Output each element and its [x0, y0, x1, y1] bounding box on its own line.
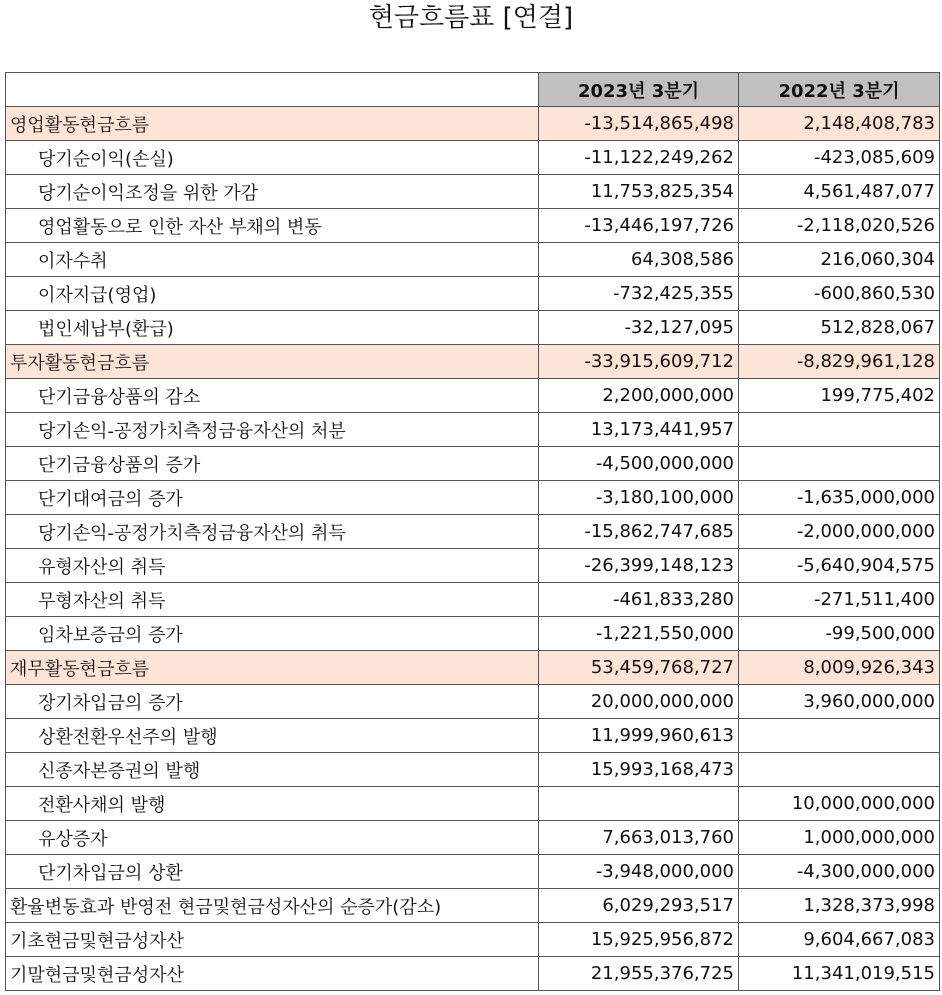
cash-flow-table: [5, 72, 940, 991]
value-2023-q3: -33,915,609,712: [539, 345, 739, 379]
value-2023-q3: -11,122,249,262: [539, 141, 739, 175]
row-label: 단기금융상품의 증가: [6, 447, 539, 481]
value-2022-q3: [739, 447, 940, 481]
value-2023-q3: -13,514,865,498: [539, 107, 739, 141]
value-2023-q3: -26,399,148,123: [539, 549, 739, 583]
value-2022-q3: 9,604,667,083: [739, 923, 940, 957]
value-2022-q3: 4,561,487,077: [739, 175, 940, 209]
row-label: 단기금융상품의 감소: [6, 379, 539, 413]
table-row: [6, 209, 940, 243]
value-2023-q3: 11,999,960,613: [539, 719, 739, 753]
table-header-row: [6, 73, 940, 107]
table-row: [6, 141, 940, 175]
value-2022-q3: 3,960,000,000: [739, 685, 940, 719]
row-label: 당기손익-공정가치측정금융자산의 취득: [6, 515, 539, 549]
table-row: [6, 243, 940, 277]
table-row: [6, 889, 940, 923]
table-row: [6, 277, 940, 311]
value-2022-q3: -2,000,000,000: [739, 515, 940, 549]
table-row: [6, 651, 940, 685]
value-2023-q3: [539, 787, 739, 821]
value-2023-q3: -1,221,550,000: [539, 617, 739, 651]
row-label: 당기순이익조정을 위한 가감: [6, 175, 539, 209]
value-2023-q3: 21,955,376,725: [539, 957, 739, 991]
value-2022-q3: 10,000,000,000: [739, 787, 940, 821]
table-row: [6, 515, 940, 549]
table-row: [6, 583, 940, 617]
value-2023-q3: 15,993,168,473: [539, 753, 739, 787]
table-row: [6, 821, 940, 855]
value-2022-q3: -4,300,000,000: [739, 855, 940, 889]
column-header: 2023년 3분기: [539, 73, 739, 107]
value-2023-q3: 2,200,000,000: [539, 379, 739, 413]
table-row: [6, 107, 940, 141]
row-label: 투자활동현금흐름: [6, 345, 539, 379]
value-2022-q3: 216,060,304: [739, 243, 940, 277]
value-2023-q3: 13,173,441,957: [539, 413, 739, 447]
value-2022-q3: 1,000,000,000: [739, 821, 940, 855]
header-blank-cell: [6, 73, 539, 107]
table-row: [6, 413, 940, 447]
value-2022-q3: -423,085,609: [739, 141, 940, 175]
value-2023-q3: -461,833,280: [539, 583, 739, 617]
table-row: [6, 447, 940, 481]
value-2023-q3: -4,500,000,000: [539, 447, 739, 481]
row-label: 단기차입금의 상환: [6, 855, 539, 889]
row-label: 신종자본증권의 발행: [6, 753, 539, 787]
value-2022-q3: 199,775,402: [739, 379, 940, 413]
value-2023-q3: -15,862,747,685: [539, 515, 739, 549]
value-2022-q3: [739, 753, 940, 787]
table-row: [6, 481, 940, 515]
table-row: [6, 787, 940, 821]
value-2022-q3: -99,500,000: [739, 617, 940, 651]
row-label: 영업활동현금흐름: [6, 107, 539, 141]
table-row: [6, 753, 940, 787]
table-row: [6, 685, 940, 719]
value-2023-q3: 53,459,768,727: [539, 651, 739, 685]
row-label: 상환전환우선주의 발행: [6, 719, 539, 753]
table-row: [6, 957, 940, 991]
row-label: 단기대여금의 증가: [6, 481, 539, 515]
row-label: 당기순이익(손실): [6, 141, 539, 175]
table-row: [6, 311, 940, 345]
value-2023-q3: 11,753,825,354: [539, 175, 739, 209]
row-label: 유형자산의 취득: [6, 549, 539, 583]
value-2023-q3: -3,948,000,000: [539, 855, 739, 889]
row-label: 이자지급(영업): [6, 277, 539, 311]
value-2022-q3: [739, 413, 940, 447]
value-2023-q3: 64,308,586: [539, 243, 739, 277]
value-2023-q3: -32,127,095: [539, 311, 739, 345]
value-2022-q3: 512,828,067: [739, 311, 940, 345]
value-2022-q3: [739, 719, 940, 753]
value-2022-q3: 11,341,019,515: [739, 957, 940, 991]
row-label: 기초현금및현금성자산: [6, 923, 539, 957]
table-row: [6, 345, 940, 379]
row-label: 당기손익-공정가치측정금융자산의 처분: [6, 413, 539, 447]
table-row: [6, 617, 940, 651]
row-label: 기말현금및현금성자산: [6, 957, 539, 991]
value-2023-q3: -732,425,355: [539, 277, 739, 311]
row-label: 전환사채의 발행: [6, 787, 539, 821]
row-label: 재무활동현금흐름: [6, 651, 539, 685]
value-2023-q3: 15,925,956,872: [539, 923, 739, 957]
value-2023-q3: 7,663,013,760: [539, 821, 739, 855]
row-label: 임차보증금의 증가: [6, 617, 539, 651]
value-2022-q3: -8,829,961,128: [739, 345, 940, 379]
row-label: 장기차입금의 증가: [6, 685, 539, 719]
value-2022-q3: -1,635,000,000: [739, 481, 940, 515]
row-label: 법인세납부(환급): [6, 311, 539, 345]
row-label: 유상증자: [6, 821, 539, 855]
value-2022-q3: -271,511,400: [739, 583, 940, 617]
table-row: [6, 379, 940, 413]
table-row: [6, 923, 940, 957]
value-2022-q3: -600,860,530: [739, 277, 940, 311]
value-2022-q3: 8,009,926,343: [739, 651, 940, 685]
table-row: [6, 549, 940, 583]
value-2022-q3: -5,640,904,575: [739, 549, 940, 583]
row-label: 영업활동으로 인한 자산 부채의 변동: [6, 209, 539, 243]
table-row: [6, 855, 940, 889]
value-2023-q3: -3,180,100,000: [539, 481, 739, 515]
value-2023-q3: 6,029,293,517: [539, 889, 739, 923]
row-label: 무형자산의 취득: [6, 583, 539, 617]
table-row: [6, 175, 940, 209]
value-2023-q3: 20,000,000,000: [539, 685, 739, 719]
table-row: [6, 719, 940, 753]
value-2022-q3: 1,328,373,998: [739, 889, 940, 923]
value-2022-q3: 2,148,408,783: [739, 107, 940, 141]
row-label: 이자수취: [6, 243, 539, 277]
page-title: 현금흐름표 [연결]: [368, 3, 574, 33]
value-2023-q3: -13,446,197,726: [539, 209, 739, 243]
row-label: 환율변동효과 반영전 현금및현금성자산의 순증가(감소): [6, 889, 539, 923]
value-2022-q3: -2,118,020,526: [739, 209, 940, 243]
column-header: 2022년 3분기: [739, 73, 940, 107]
